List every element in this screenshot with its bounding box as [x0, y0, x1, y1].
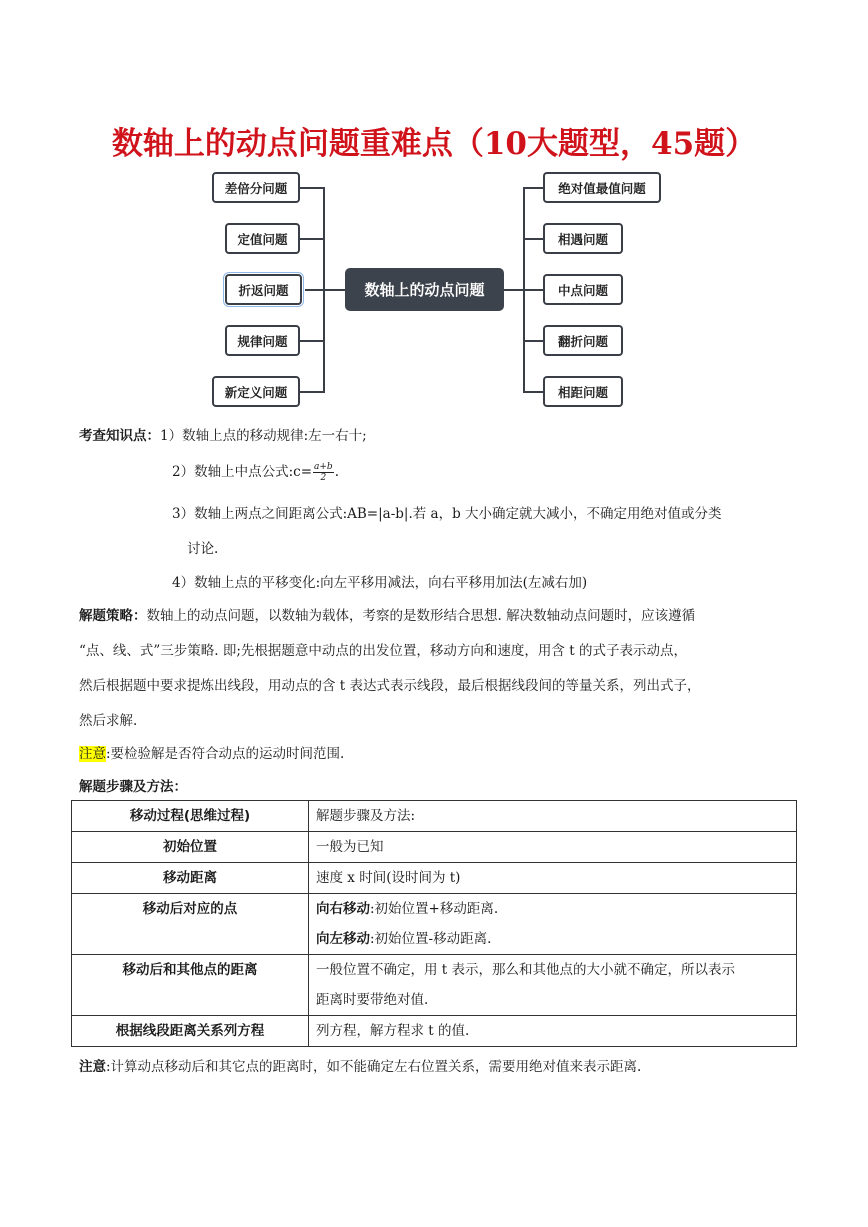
table-row: [72, 894, 797, 955]
table-cell-step: 根据线段距离关系列方程: [115, 1023, 265, 1039]
table-cell-step: 移动后和其他点的距离: [122, 962, 258, 978]
table-cell-step: 初始位置: [163, 839, 217, 855]
mind-map-node: 折返问题: [225, 274, 302, 305]
page-title: 数轴上的动点问题重难点（10大题型，45题）: [111, 126, 757, 162]
connector: [524, 187, 544, 189]
mind-map-node: 翻折问题: [543, 325, 623, 356]
knowledge-label: 考查知识点：: [79, 428, 160, 444]
connector: [524, 340, 544, 342]
knowledge-item: 讨论.: [187, 541, 219, 557]
table-row: [72, 863, 797, 894]
table-cell-method: 列方程，解方程求 t 的值.: [316, 1023, 470, 1039]
note-label: 注意: [79, 1059, 106, 1075]
strategy-line: “点、线、式”三步策略. 即;先根据题意中动点的出发位置，移动方向和速度，用含 t 的式子表示动点，: [79, 643, 687, 659]
note-label: 注意: [79, 746, 106, 762]
knowledge-item: 4）数轴上点的平移变化:向左平移用减法，向右平移用加法(左减右加): [172, 575, 588, 591]
knowledge-item: 2）数轴上中点公式:c=: [172, 464, 313, 480]
mind-map-node: 绝对值最值问题: [543, 172, 661, 203]
connector: [305, 289, 345, 291]
mind-map-node: 相距问题: [543, 376, 623, 407]
connector: [299, 238, 324, 240]
table-cell-step: 移动距离: [163, 870, 217, 886]
mind-map-node: 规律问题: [225, 325, 300, 356]
mind-map-node: 差倍分问题: [212, 172, 300, 203]
mind-map-node: 相遇问题: [543, 223, 623, 254]
fraction-denominator: 2: [320, 473, 327, 483]
table-row: [72, 1016, 797, 1047]
strategy-line: 然后求解.: [79, 713, 138, 729]
mind-map-node: 中点问题: [543, 274, 623, 305]
knowledge-item: 1）数轴上点的移动规律:左一右十;: [160, 428, 367, 444]
note-text: :计算动点移动后和其它点的距离时，如不能确定左右位置关系，需要用绝对值来表示距离.: [106, 1059, 642, 1075]
method-bold: 向右移动: [316, 901, 370, 917]
connector: [504, 289, 544, 291]
fraction-suffix: .: [334, 464, 339, 480]
steps-label: 解题步骤及方法：: [79, 779, 187, 795]
mind-map-node: 定值问题: [225, 223, 300, 254]
fraction-numerator: a+b: [314, 462, 333, 472]
table-row: [72, 832, 797, 863]
note-2: [79, 1055, 641, 1075]
method-bold: 向左移动: [316, 931, 370, 947]
knowledge-item: 3）数轴上两点之间距离公式:AB=|a-b|.若 a，b 大小确定就大减小，不确定用绝对值或分类: [172, 506, 722, 522]
connector: [524, 391, 544, 393]
strategy-line: 然后根据题中要求提炼出线段，用动点的含 t 表达式表示线段，最后根据线段间的等量关系，列出式子，: [79, 678, 701, 694]
table-header-cell: 解题步骤及方法:: [316, 808, 416, 824]
table-header-cell: 移动过程(思维过程): [129, 808, 251, 824]
midpoint-fraction: [313, 462, 334, 483]
note-1: [79, 742, 344, 762]
table-cell-method: 距离时要带绝对值.: [316, 992, 429, 1008]
note-text: :要检验解是否符合动点的运动时间范围.: [106, 746, 345, 762]
mind-map-node: 新定义问题: [212, 376, 300, 407]
table-cell-method: :初始位置-移动距离.: [370, 931, 492, 947]
connector: [299, 340, 324, 342]
connector: [524, 238, 544, 240]
table-cell-step: 移动后对应的点: [142, 901, 238, 917]
connector: [299, 187, 324, 189]
table-cell-method: 一般位置不确定，用 t 表示，那么和其他点的大小就不确定，所以表示: [316, 962, 736, 978]
steps-table: [71, 800, 797, 1047]
table-row: [72, 955, 797, 1016]
connector: [299, 391, 324, 393]
table-cell-method: 一般为已知: [316, 839, 384, 855]
table-cell-method: :初始位置+移动距离.: [370, 901, 499, 917]
mind-map-center: 数轴上的动点问题: [345, 268, 504, 311]
table-cell-method: 速度 x 时间(设时间为 t): [316, 870, 461, 886]
strategy-line: 数轴上的动点问题，以数轴为载体，考察的是数形结合思想. 解决数轴动点问题时，应该遵循: [146, 608, 696, 624]
table-header-row: [72, 801, 797, 832]
strategy-label: 解题策略：: [79, 608, 147, 624]
